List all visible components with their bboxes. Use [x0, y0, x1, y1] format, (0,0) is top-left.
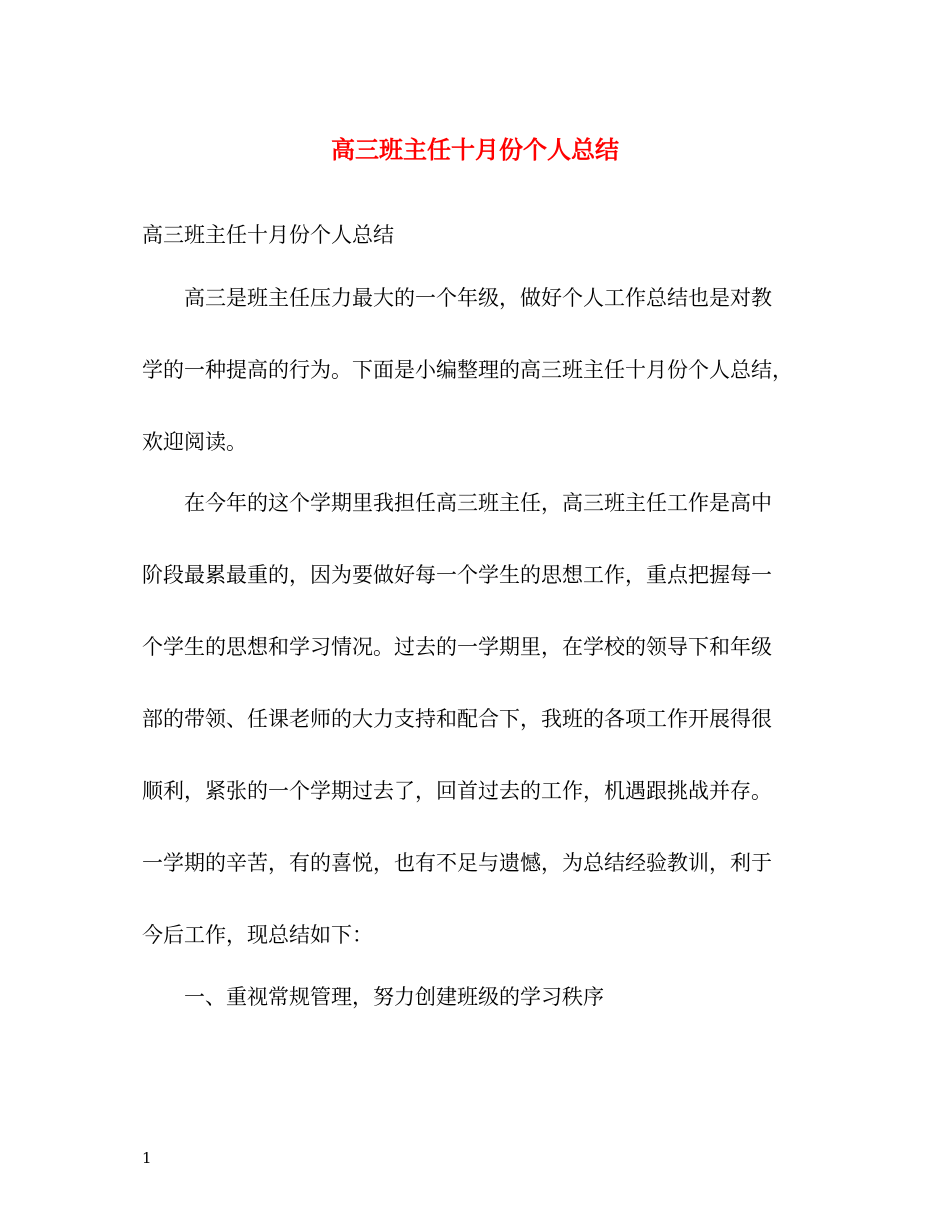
document-subtitle: 高三班主任十月份个人总结: [142, 223, 394, 247]
document-title: 高三班主任十月份个人总结: [331, 135, 619, 164]
paragraph-line: 阶段最累最重的，因为要做好每一个学生的思想工作，重点把握每一: [142, 563, 772, 587]
paragraph-line: 欢迎阅读。: [142, 430, 247, 454]
paragraph-line: 在今年的这个学期里我担任高三班主任，高三班主任工作是高中: [184, 491, 772, 515]
paragraph-line: 顺利，紧张的一个学期过去了，回首过去的工作，机遇跟挑战并存。: [142, 779, 772, 803]
paragraph-line: 今后工作，现总结如下：: [142, 923, 373, 947]
paragraph-line: 个学生的思想和学习情况。过去的一学期里，在学校的领导下和年级: [142, 635, 772, 659]
section-heading: 一、重视常规管理，努力创建班级的学习秩序: [184, 985, 604, 1009]
paragraph-line: 部的带领、任课老师的大力支持和配合下，我班的各项工作开展得很: [142, 707, 772, 731]
paragraph-line: 学的一种提高的行为。下面是小编整理的高三班主任十月份个人总结，: [142, 358, 793, 382]
paragraph-line: 一学期的辛苦，有的喜悦，也有不足与遗憾，为总结经验教训，利于: [142, 851, 772, 875]
paragraph-line: 高三是班主任压力最大的一个年级，做好个人工作总结也是对教: [184, 286, 772, 310]
page-number: 1: [142, 1149, 152, 1167]
